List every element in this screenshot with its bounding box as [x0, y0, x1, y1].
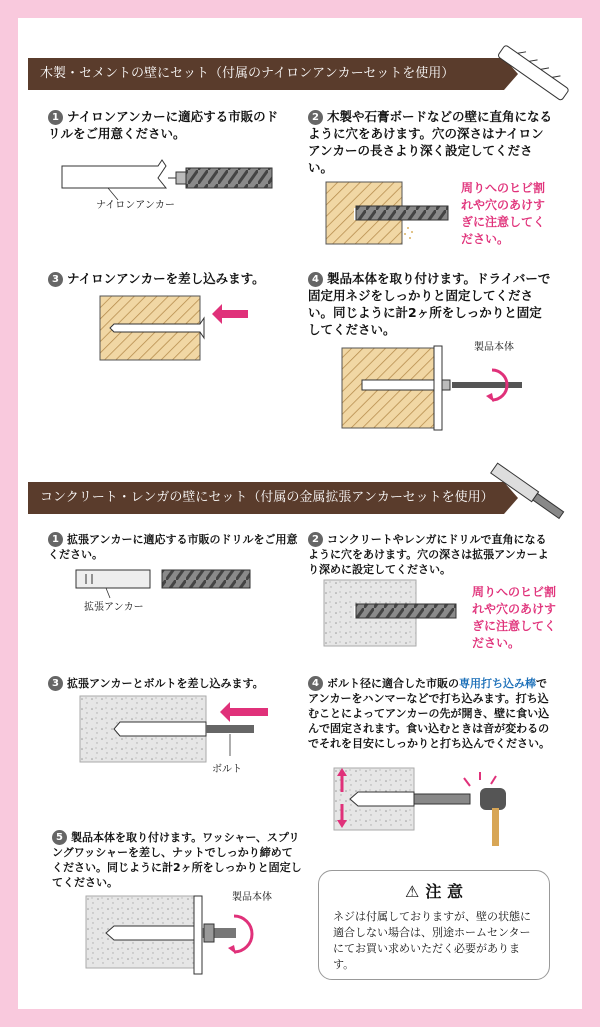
section1-banner: 木製・セメントの壁にセット（付属のナイロンアンカーセットを使用） [28, 58, 504, 90]
s2-step2-text: コンクリートやレンガにドリルで直角になるように穴をあけます。穴の深さは拡張アンカーより深めに設定してください。 [308, 533, 549, 576]
s2-step5-illustration [86, 896, 256, 976]
s1-step1-number: 1 [48, 110, 63, 125]
s1-step1 [48, 108, 288, 142]
s1-step3-number: 3 [48, 272, 63, 287]
s2-step4-highlight: 専用打ち込み棒 [459, 677, 536, 690]
s1-step1-text: ナイロンアンカーに適応する市販のドリルをご用意ください。 [48, 109, 279, 141]
s1-step2-illustration [326, 182, 456, 244]
s1-step4-illustration [342, 346, 532, 430]
s1-step3 [48, 270, 288, 287]
warning-triangle-icon: ⚠ [405, 882, 420, 901]
caution-title [319, 879, 549, 902]
s2-step1-number: 1 [48, 532, 63, 547]
s2-anchor-label: 拡張アンカー [84, 602, 144, 613]
s2-step1-illustration [76, 566, 256, 596]
s1-step2 [308, 108, 553, 176]
nylon-anchor-header-icon [488, 40, 578, 110]
s2-step2-number: 2 [308, 532, 323, 547]
s2-step2-illustration [324, 580, 464, 646]
s2-bolt-label: ボルト [212, 764, 242, 775]
s1-anchor-label: ナイロンアンカー [96, 200, 175, 211]
expansion-anchor-header-icon [482, 458, 574, 528]
section2-banner: コンクリート・レンガの壁にセット（付属の金属拡張アンカーセットを使用） [28, 482, 504, 514]
s1-step3-text: ナイロンアンカーを差し込みます。 [67, 271, 265, 286]
s1-step2-text: 木製や石膏ボードなどの壁に直角になるように穴をあけます。穴の深さはナイロンアンカーの長さより深く設定してください。 [308, 109, 553, 175]
s2-step1-text: 拡張アンカーに適応する市販のドリルをご用意ください。 [48, 533, 298, 561]
s2-step4 [308, 676, 553, 751]
s2-step4-text-pre: ボルト径に適合した市販の [327, 677, 459, 690]
s2-step4-text-post: でアンカーをハンマーなどで打ち込みます。打ち込むことによってアンカーの先が開き、壁に食い込んで固定されます。食い込むときは音が変わるのでそれを目安にしっかりと打ち込んでください。 [308, 677, 550, 750]
caution-text: ネジは付属しておりますが、壁の状態に適合しない場合は、別途ホームセンターにてお買い求めいただく必要があります。 [333, 910, 531, 971]
caution-box [318, 870, 550, 980]
s2-step3-illustration [80, 696, 270, 762]
s2-step2 [308, 532, 553, 577]
s1-step3-illustration [100, 296, 260, 360]
s2-step3-number: 3 [48, 676, 63, 691]
s2-step1 [48, 532, 298, 562]
s1-step1-illustration [58, 156, 278, 196]
s2-step5 [52, 830, 302, 890]
s1-step4-number: 4 [308, 272, 323, 287]
s2-step5-number: 5 [52, 830, 67, 845]
s2-step3 [48, 676, 298, 691]
s1-product-label: 製品本体 [474, 342, 514, 353]
s1-step2-number: 2 [308, 110, 323, 125]
s2-step4-illustration [334, 768, 534, 848]
s1-step4 [308, 270, 553, 338]
s2-warning: 周りへのヒビ割れや穴のあけすぎに注意してください。 [472, 585, 557, 650]
s2-step4-number: 4 [308, 676, 323, 691]
s2-product-label: 製品本体 [232, 892, 272, 903]
s2-step5-text: 製品本体を取り付けます。ワッシャー、スプリングワッシャーを差し、ナットでしっかり締めてください。同じように計2ヶ所をしっかりと固定してください。 [52, 831, 302, 889]
s1-warning: 周りへのヒビ割れや穴のあけすぎに注意してください。 [461, 181, 546, 246]
s1-step4-text: 製品本体を取り付けます。ドライバーで固定用ネジをしっかりと固定してください。同じように計2ヶ所をしっかりと固定してください。 [308, 271, 551, 337]
caution-title-text: 注 意 [425, 882, 463, 901]
s2-step3-text: 拡張アンカーとボルトを差し込みます。 [67, 677, 264, 690]
